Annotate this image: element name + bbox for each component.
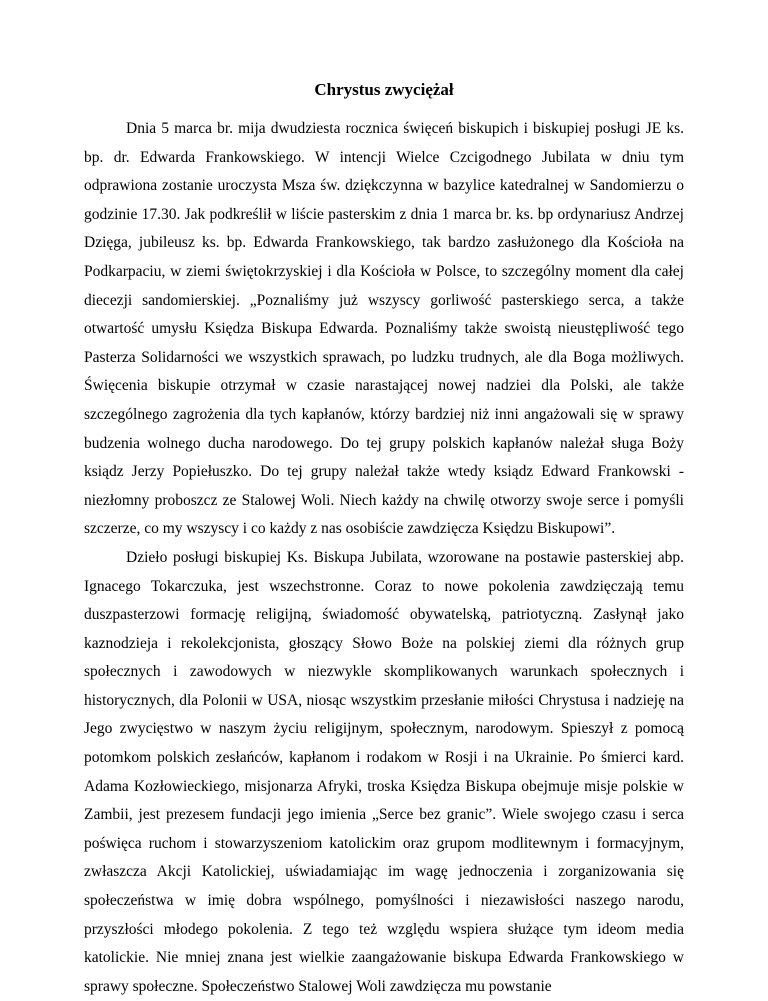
document-title: Chrystus zwyciężał — [314, 80, 454, 99]
paragraph-2: Dzieło posługi biskupiej Ks. Biskupa Jubilata, wzorowane na postawie pasterskiej abp. Ignacego Tokarczuka, jest wszechstronne. Coraz to nowe pokolenia zawdzięczają temu duszpasterzowi formację religijną, świadomość obywatelską, patriotyczną. Zasłynął jako kaznodzieja i rekolekcjonista, głoszący Słowo Boże na polskiej ziemi dla różnych grup społecznych i zawodowych w niezwykle skomplikowanych warunkach społecznych i historycznych, dla Polonii w USA, niosąc wszystkim przesłanie miłości Chrystusa i nadzieję na Jego zwycięstwo w naszym życiu religijnym, społecznym, narodowym. Spieszył z pomocą potomkom polskich zesłańców, kapłanom i rodakom w Rosji i na Ukrainie. Po śmierci kard. Adama Kozłowieckiego, misjonarza Afryki, troska Księdza Biskupa obejmuje misje polskie w Zambii, jest prezesem fundacji jego imienia „Serce bez granic”. Wiele swojego czasu i serca poświęca ruchom i stowarzyszeniom katolickim oraz grupom modlitewnym i formacyjnym, zwłaszcza Akcji Katolickiej, uświadamiając im wagę jednoczenia i zorganizowania się społeczeństwa w imię dobra wspólnego, pomyślności i niezawisłości naszego narodu, przyszłości młodego pokolenia. Z tego też względu wspiera służące tym ideom media katolickie. Nie mniej znana jest wielkie zaangażowanie biskupa Edwarda Frankowskiego w sprawy społeczne. Społeczeństwo Stalowej Woli zawdzięcza mu powstanie — [84, 548, 684, 995]
paragraph-1: Dnia 5 marca br. mija dwudziesta rocznica święceń biskupich i biskupiej posługi JE ks. bp. dr. Edwarda Frankowskiego. W intencji Wielce Czcigodnego Jubilata w dniu tym odprawiona zostanie uroczysta Msza św. dziękczynna w bazylice katedralnej w Sandomierzu o godzinie 17.30. Jak podkreślił w liście pasterskim z dnia 1 marca br. ks. bp ordynariusz Andrzej Dzięga, jubileusz ks. bp. Edwarda Frankowskiego, tak bardzo zasłużonego dla Kościoła na Podkarpaciu, w ziemi świętokrzyskiej i dla Kościoła w Polsce, to szczególny moment dla całej diecezji sandomierskiej. „Poznaliśmy już wszyscy gorliwość pasterskiego serca, a także otwartość umysłu Księdza Biskupa Edwarda. Poznaliśmy także swoistą nieustępliwość tego Pasterza Solidarności we wszystkich sprawach, po ludzku trudnych, ale dla Boga możliwych. Święcenia biskupie otrzymał w czasie narastającej nowej nadziei dla Polski, ale także szczególnego zagrożenia dla tych kapłanów, którzy bardziej niż inni angażowali się w sprawy budzenia wolnego ducha narodowego. Do tej grupy polskich kapłanów należał sługa Boży ksiądz Jerzy Popiełuszko. Do tej grupy należał także wtedy ksiądz Edward Frankowski - niezłomny proboszcz ze Stalowej Woli. Niech każdy na chwilę otworzy swoje serce i pomyśli szczerze, co my wszyscy i co każdy z nas osobiście zawdzięcza Księdzu Biskupowi”. — [84, 120, 684, 538]
document-body — [84, 115, 684, 1001]
